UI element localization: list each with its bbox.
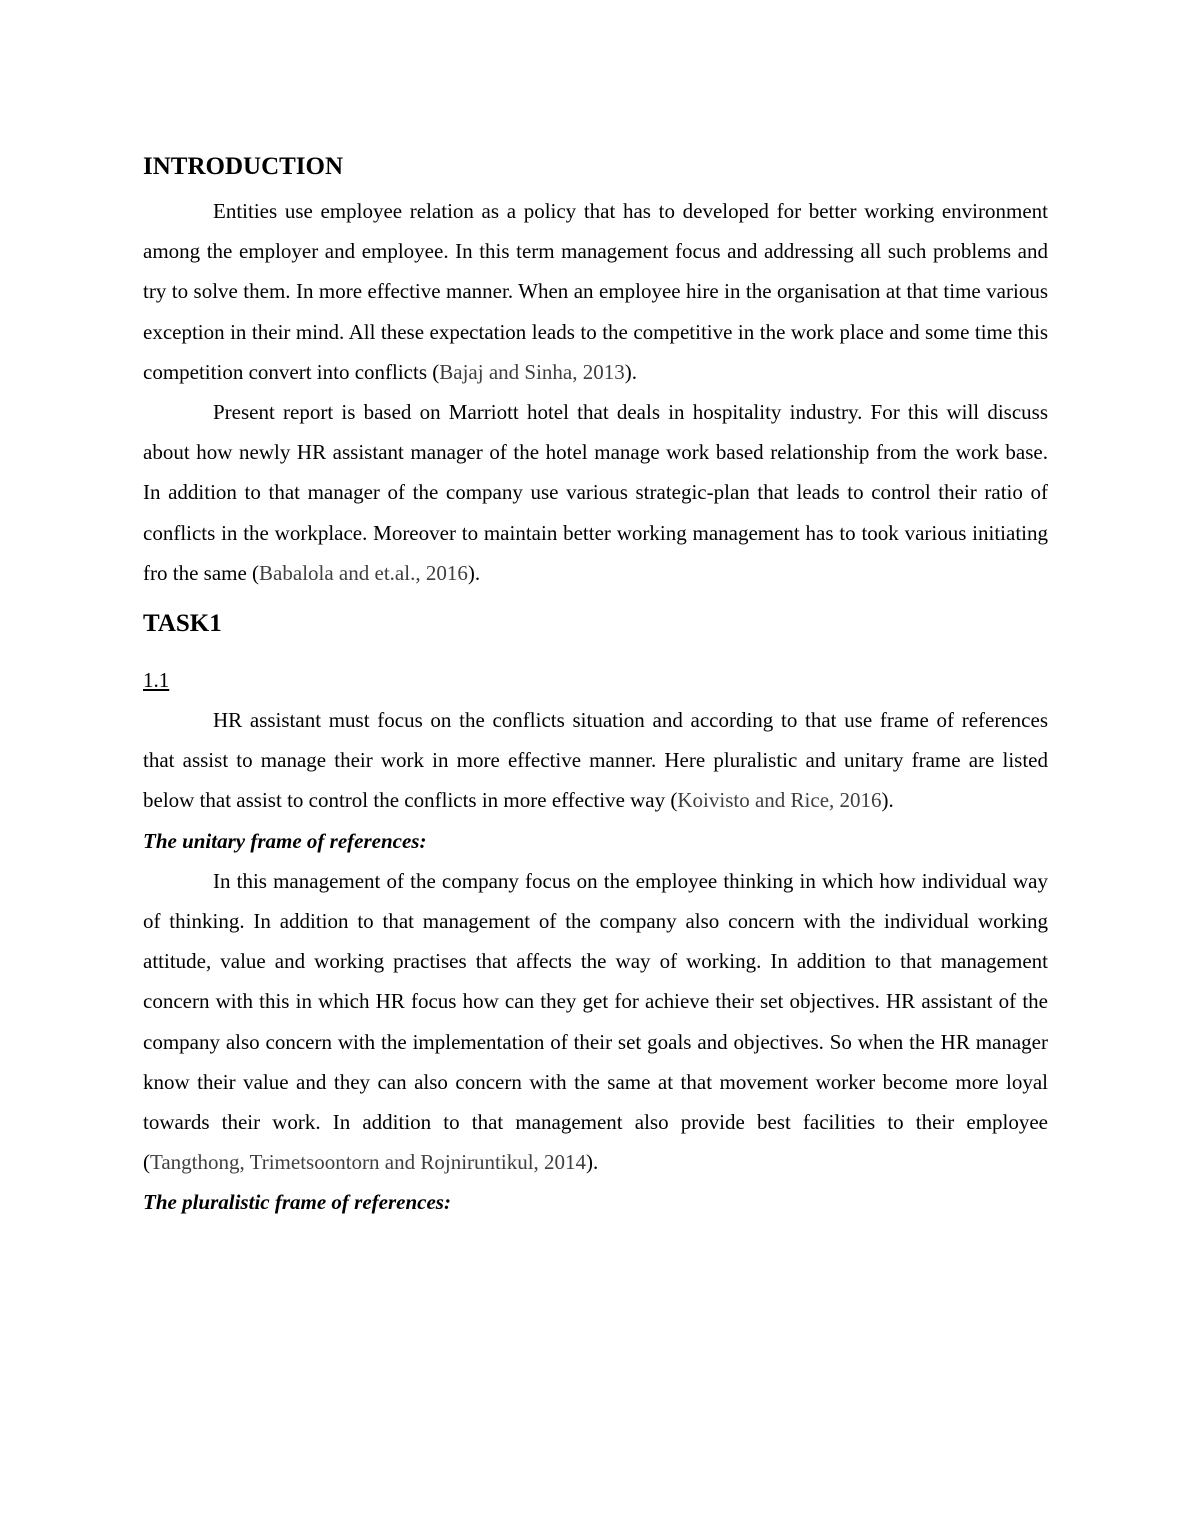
introduction-heading: INTRODUCTION	[143, 153, 344, 180]
intro-paragraph-2	[143, 392, 1048, 593]
document-page	[143, 148, 1048, 1223]
task1-paragraph-1-text: HR assistant must focus on the conflicts situation and according to that use frame of references that assist to manage their work in more effective manner. Here pluralistic and unitary frame are listed below that assist to control the conflicts in more effective way (	[143, 708, 1048, 813]
task1-paragraph-1-end: ).	[881, 788, 894, 813]
citation-tangthong: Tangthong, Trimetsoontorn and Rojniruntikul, 2014	[150, 1150, 587, 1175]
unitary-frame-heading: The unitary frame of references:	[143, 828, 427, 853]
unitary-frame-text: In this management of the company focus on the employee thinking in which how individual way of thinking. In addition to that management of the company also concern with the individual working attitude, value and working practises that affects the way of working. In addition to that management concern with this in which HR focus how can they get for achieve their set objectives. HR assistant of the company also concern with the implementation of their set goals and objectives. So when the HR manager know their value and they can also concern with the same at that movement worker become more loyal towards their work. In addition to that management also provide best facilities to their employee (	[143, 868, 1048, 1175]
intro-paragraph-2-end: ).	[467, 560, 481, 585]
intro-paragraph-1-text: Entities use employee relation as a policy that has to developed for better working environment among the employer and employee. In this term management focus and addressing all such problems and try to solve them. In more effective manner. When an employee hire in the organisation at that time various exception in their mind. All these expectation leads to the competitive in the work place and some time this competition convert into conflicts (	[143, 199, 1048, 384]
citation-koivisto-rice: Koivisto and Rice, 2016	[677, 788, 882, 813]
task1-paragraph-1	[143, 700, 1048, 821]
citation-bajaj-sinha: Bajaj and Sinha, 2013	[439, 359, 625, 384]
intro-paragraph-1-end: ).	[624, 359, 637, 384]
pluralistic-frame-heading: The pluralistic frame of references:	[143, 1190, 451, 1215]
unitary-frame-paragraph	[143, 861, 1048, 1183]
intro-paragraph-2-text: Present report is based on Marriott hotel that deals in hospitality industry. For this will discuss about how newly HR assistant manager of the hotel manage work based relationship from the work base. In addition to that manager of the company use various strategic-plan that leads to control their ratio of conflicts in the workplace. Moreover to maintain better working management has to took various initiating fro the same (	[143, 400, 1048, 585]
section-number-1-1: 1.1	[143, 668, 170, 693]
intro-paragraph-1	[143, 191, 1048, 392]
task1-heading: TASK1	[143, 610, 222, 638]
unitary-frame-end: ).	[586, 1150, 599, 1175]
citation-babalola: Babalola and et.al., 2016	[259, 560, 468, 585]
